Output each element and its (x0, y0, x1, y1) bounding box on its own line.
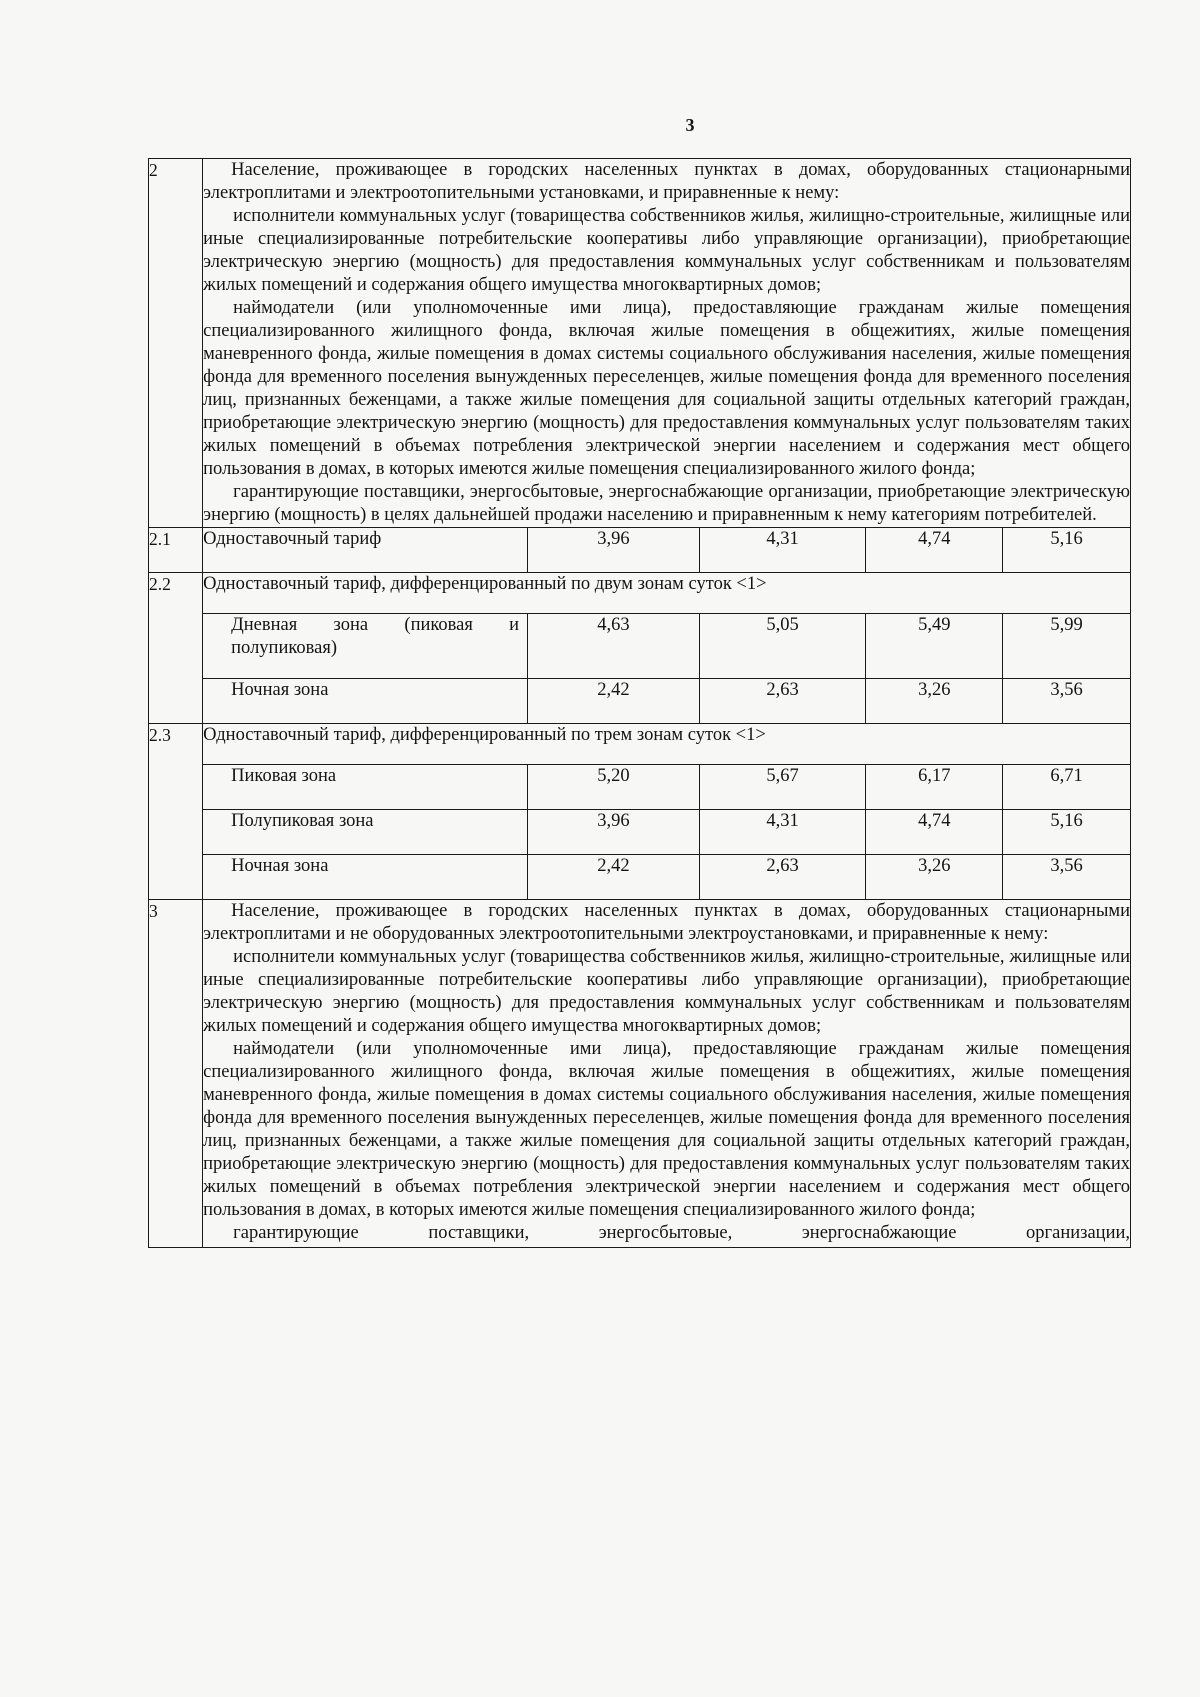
zone-label: Полупиковая зона (203, 810, 528, 855)
tariff-value: 2,63 (699, 855, 866, 900)
tariff-value: 3,96 (528, 810, 700, 855)
table-row (149, 573, 1131, 614)
section-3-description (203, 900, 1131, 1248)
section-3-paragraph: исполнители коммунальных услуг (товарищества собственников жилья, жилищно-строительные, жилищные или иные специализированные потребительские кооперативы либо управляющие организации), приобретающие электрическую энергию (мощность) для предоставления коммунальных услуг собственникам и пользователям жилых помещений и содержания общего имущества многоквартирных домов; (203, 947, 1130, 1036)
tariff-value: 6,71 (1003, 765, 1131, 810)
tariff-value: 3,26 (866, 855, 1003, 900)
zone-label: Ночная зона (203, 679, 528, 724)
tariff-value: 4,63 (528, 614, 700, 679)
tariff-value: 4,74 (866, 528, 1003, 573)
tariff-value: 3,56 (1003, 679, 1131, 724)
zone-label: Ночная зона (203, 855, 528, 900)
section-2-number: 2 (149, 159, 203, 528)
section-3-paragraph: наймодатели (или уполномоченные ими лица), предоставляющие гражданам жилые помещения специализированного жилищного фонда, включая жилые помещения в общежитиях, жилые помещения маневренного фонда, жилые помещения в домах системы социального обслуживания населения, жилые помещения фонда для временного поселения вынужденных переселенцев, жилые помещения фонда для временного поселения лиц, признанных беженцами, а также жилые помещения для социальной защиты отдельных категорий граждан, приобретающие электрическую энергию (мощность) для предоставления коммунальных услуг пользователям таких жилых помещений в объемах потребления электрической энергии населением и содержания мест общего пользования в домах, в которых имеются жилые помещения специализированного жилого фонда; (203, 1039, 1130, 1220)
row-number: 2.3 (149, 724, 203, 900)
tariff-value: 5,67 (699, 765, 866, 810)
row-label: Одноставочный тариф, дифференцированный по трем зонам суток <1> (203, 724, 1131, 765)
table-row (149, 528, 1131, 573)
section-2-paragraph: гарантирующие поставщики, энергосбытовые, энергоснабжающие организации, приобретающие электрическую энергию (мощность) в целях дальнейшей продажи населению и приравненным к нему категориям потребителей. (203, 482, 1130, 525)
section-2-paragraph: исполнители коммунальных услуг (товарищества собственников жилья, жилищно-строительные, жилищные или иные специализированные потребительские кооперативы либо управляющие организации), приобретающие электрическую энергию (мощность) для предоставления коммунальных услуг собственникам и пользователям жилых помещений и содержания общего имущества многоквартирных домов; (203, 206, 1130, 295)
table-row (149, 765, 1131, 810)
section-3-paragraph: Население, проживающее в городских населенных пунктах в домах, оборудованных стационарными электроплитами и не оборудованных электроотопительными электроустановками, и приравненные к нему: (203, 901, 1130, 944)
tariff-value: 5,16 (1003, 810, 1131, 855)
tariff-value: 3,96 (528, 528, 700, 573)
tariff-value: 4,31 (699, 810, 866, 855)
tariff-value: 2,42 (528, 855, 700, 900)
table-row (149, 679, 1131, 724)
tariff-value: 5,16 (1003, 528, 1131, 573)
section-3-row (149, 900, 1131, 1248)
row-label: Одноставочный тариф (203, 528, 528, 573)
zone-label: Пиковая зона (203, 765, 528, 810)
table-row (149, 724, 1131, 765)
tariff-value: 5,05 (699, 614, 866, 679)
tariff-value: 2,63 (699, 679, 866, 724)
section-3-number: 3 (149, 900, 203, 1248)
zone-label: Дневная зона (пиковая и полупиковая) (203, 614, 528, 679)
tariff-value: 4,74 (866, 810, 1003, 855)
table-row (149, 614, 1131, 679)
row-number: 2.1 (149, 528, 203, 573)
table-row (149, 810, 1131, 855)
section-3-paragraph: гарантирующие поставщики, энергосбытовые, энергоснабжающие организации, (233, 1223, 1130, 1243)
tariff-value: 5,99 (1003, 614, 1131, 679)
tariff-value: 5,20 (528, 765, 700, 810)
table-row (149, 855, 1131, 900)
tariff-value: 2,42 (528, 679, 700, 724)
tariff-value: 4,31 (699, 528, 866, 573)
section-2-row (149, 159, 1131, 528)
section-2-description (203, 159, 1131, 528)
tariff-value: 3,56 (1003, 855, 1131, 900)
tariff-value: 5,49 (866, 614, 1003, 679)
row-label: Одноставочный тариф, дифференцированный по двум зонам суток <1> (203, 573, 1131, 614)
tariff-value: 3,26 (866, 679, 1003, 724)
row-number: 2.2 (149, 573, 203, 724)
tariff-table (148, 158, 1131, 1248)
page-number: 3 (685, 115, 695, 135)
tariff-value: 6,17 (866, 765, 1003, 810)
section-2-paragraph: Население, проживающее в городских населенных пунктах в домах, оборудованных стационарными электроплитами и электроотопительными установками, и приравненные к нему: (203, 160, 1130, 203)
section-2-paragraph: наймодатели (или уполномоченные ими лица), предоставляющие гражданам жилые помещения специализированного жилищного фонда, включая жилые помещения в общежитиях, жилые помещения маневренного фонда, жилые помещения в домах системы социального обслуживания населения, жилые помещения фонда для временного поселения вынужденных переселенцев, жилые помещения фонда для временного поселения лиц, признанных беженцами, а также жилые помещения для социальной защиты отдельных категорий граждан, приобретающие электрическую энергию (мощность) для предоставления коммунальных услуг пользователям таких жилых помещений в объемах потребления электрической энергии населением и содержания мест общего пользования в домах, в которых имеются жилые помещения специализированного жилого фонда; (203, 298, 1130, 479)
